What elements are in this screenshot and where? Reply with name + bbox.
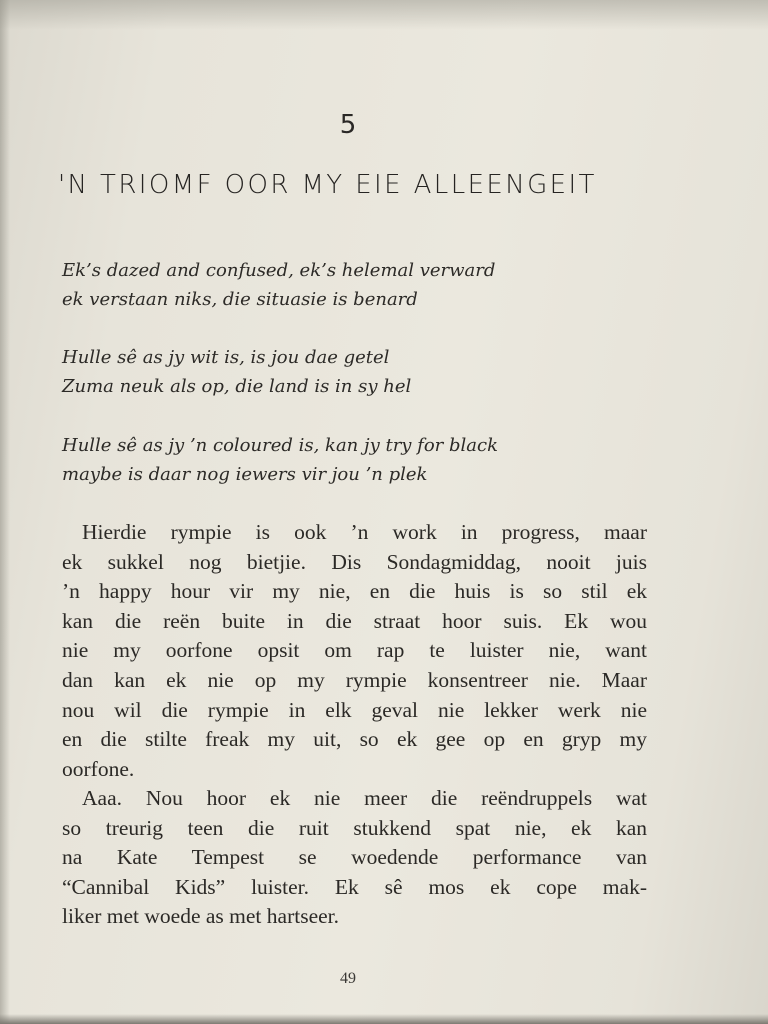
paragraph-line: so treurig teen die ruit stukkend spat nie, ek kan [62,815,647,840]
paragraph-2 [62,784,647,932]
verse-stanza-2 [62,343,662,401]
verse-line: Zuma neuk als op, die land is in sy hel [62,376,412,397]
paragraph-line: Hierdie rympie is ook ’n work in progress, maar [82,520,647,544]
verse-line: maybe is daar nog iewers vir jou ’n plek [62,464,428,485]
page-number: 49 [340,970,356,987]
page-gutter-shadow [0,0,10,1024]
paragraph-line: liker met woede as met hartseer. [62,904,340,929]
chapter-number: 5 [339,110,357,140]
verse-line: Ek’s dazed and confused, ek’s helemal verward [62,260,496,281]
paragraph-line: nou wil die rympie in elk geval nie lekker werk nie [62,697,647,722]
paragraph-line: kan die reën buite in die straat hoor suis. Ek wou [62,608,647,633]
paragraph-line: Aaa. Nou hoor ek nie meer die reëndruppels wat [82,786,647,810]
page-bottom-edge [0,1014,768,1024]
paragraph-line: nie my oorfone opsit om rap te luister nie, want [62,638,647,663]
page-top-shadow [0,0,768,30]
paragraph-line: “Cannibal Kids” luister. Ek sê mos ek cope mak- [62,874,647,899]
paragraph-line: oorfone. [62,756,135,781]
paragraph-line: na Kate Tempest se woedende performance van [62,845,647,870]
verse-line: ek verstaan niks, die situasie is benard [62,289,418,310]
verse-stanza-3 [62,431,662,489]
paragraph-line: dan kan ek nie op my rympie konsentreer nie. Maar [62,667,647,692]
verse-stanza-1 [62,256,662,314]
verse-line: Hulle sê as jy wit is, is jou dae getel [62,347,390,368]
paragraph-line: en die stilte freak my uit, so ek gee op en gryp my [62,727,647,752]
verse-line: Hulle sê as jy ’n coloured is, kan jy try for black [62,435,499,456]
paragraph-line: ’n happy hour vir my nie, en die huis is so stil ek [62,579,647,604]
paragraph-1 [62,518,647,784]
chapter-title: 'N TRIOMF OOR MY EIE ALLEENGEIT [58,170,597,200]
paragraph-line: ek sukkel nog bietjie. Dis Sondagmiddag, nooit juis [62,549,647,574]
